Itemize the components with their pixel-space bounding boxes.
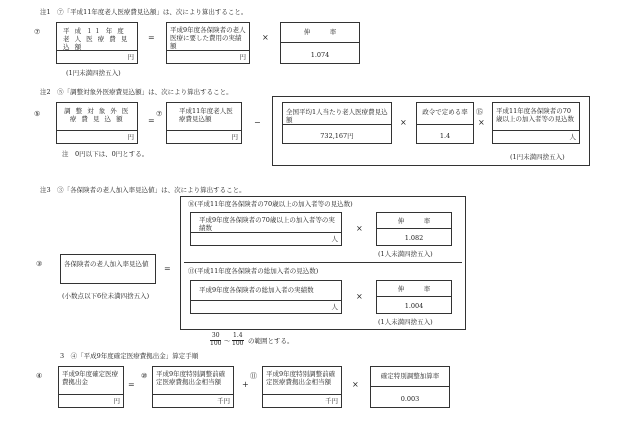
- note1-box-c-label: 伸 率: [303, 28, 337, 36]
- note3-range-den1: 100: [210, 339, 222, 347]
- note3-denominator-title: ⑪(平成11年度各保険者の総加入者の見込数): [188, 267, 319, 275]
- note2-box-statutory-rate: [416, 102, 474, 144]
- note3-range-lower: [210, 333, 221, 347]
- section3-times: ×: [352, 380, 359, 389]
- note3-den-box-label: 平成9年度各保険者の総加入者の実績数: [199, 286, 314, 294]
- section3-box-special-adjust-rate: [370, 366, 450, 408]
- note3-den-box-unit: 人: [331, 302, 338, 311]
- note1-box-a-unit: 円: [127, 52, 134, 61]
- note3-numerator-title: ⑯(平成11年度各保険者の70歳以上の加入者等の見込数): [188, 200, 353, 208]
- note2-box-e-unit: 人: [569, 132, 576, 141]
- note3-box-elderly-enrollment-rate: [60, 254, 156, 284]
- note1-heading: 注1 ⑦「平成11年度老人医療費見込額」は、次により算出すること。: [40, 8, 248, 16]
- section3-symbol3: ⑪: [250, 372, 257, 380]
- section3-heading: 3 ④「平成9年度確定医療費拠出金」算定手順: [60, 352, 199, 360]
- note3-den-rate-value: 1.004: [404, 302, 424, 310]
- section3-box-pre-adjust-amount-2: [262, 366, 342, 408]
- note2-box-d-label: 政令で定める率: [422, 108, 468, 116]
- note2-box-e-label: 平成11年度各保険者の70歳以上の加入者等の見込数: [496, 107, 574, 124]
- note2-box-over70-estimate: [492, 102, 580, 144]
- note1-box-a-label: 平 成 １１ 年 度 老 人 医 療 費 見 込 額: [63, 27, 129, 52]
- section3-box-a-label: 平成9年度確定医療費拠出金: [62, 370, 119, 387]
- note1-box-elderly-cost-estimate: [56, 22, 138, 64]
- note2-symbol2: ⑦: [156, 110, 163, 118]
- note3-den-rate-label: 伸 率: [397, 285, 431, 293]
- note2-box-elderly-cost-estimate: [166, 102, 242, 144]
- note3-equals: =: [164, 264, 171, 273]
- note2-minus: −: [254, 118, 261, 127]
- note3-num-times: ×: [356, 224, 363, 233]
- section3-box-d-label: 確定特別調整加算率: [380, 372, 440, 380]
- note2-box-b-label: 平成11年度老人医療費見込額: [179, 107, 233, 124]
- note3-range-tail: の範囲とする。: [248, 337, 294, 345]
- note3-fraction-bar: [184, 262, 462, 263]
- section3-box-c-label: 平成9年度特別調整前確定医療費拠出金相当額: [266, 370, 336, 387]
- note3-box-a-label: 各保険者の老人加入率見込値: [64, 260, 149, 268]
- section3-box-c-unit: 千円: [325, 396, 338, 405]
- note3-range-sep: ～: [224, 337, 231, 345]
- note3-symbol: ③: [36, 260, 43, 268]
- note3-den-growth-rate: [376, 280, 452, 314]
- note1-box-c-value: 1.074: [310, 51, 330, 59]
- note2-box-a-unit: 円: [127, 132, 134, 141]
- note2-symbol: ⑤: [34, 110, 41, 118]
- note2-box-non-adjusted-cost: [56, 102, 138, 144]
- note2-box-c-value: 732,167円: [320, 132, 354, 140]
- section3-box-confirmed-contribution: [58, 366, 124, 408]
- note2-symbol3: ⑮: [476, 108, 483, 116]
- section3-box-b-unit: 千円: [217, 396, 230, 405]
- note3-num-box-unit: 人: [331, 234, 338, 243]
- note2-footnote-right: (1円未満四捨五入): [510, 153, 565, 161]
- note3-num-rate-value: 1.082: [404, 234, 424, 242]
- note3-den-footnote: (1人未満四捨五入): [378, 318, 433, 326]
- note3-num-box-label: 平成9年度各保険者の70歳以上の加入者等の実績数: [199, 216, 335, 233]
- note3-heading: 注3 ③「各保険者の老人加入率見込値」は、次により算出すること。: [40, 186, 246, 194]
- note2-heading: 注2 ⑤「調整対象外医療費見込額」は、次により算出すること。: [40, 88, 233, 96]
- note2-equals: =: [148, 116, 155, 125]
- section3-plus: +: [242, 380, 249, 389]
- note3-range-num2: 1.4: [233, 332, 243, 339]
- note1-box-growth-rate: [280, 22, 360, 64]
- note3-num-rate-label: 伸 率: [397, 217, 431, 225]
- note1-box-b-label: 平成9年度各保険者の老人医療に要した費用の実績額: [170, 26, 246, 51]
- note1-box-b-unit: 円: [239, 52, 246, 61]
- note3-footnote: (小数点以下6位未満四捨五入): [62, 292, 150, 300]
- note1-equals: =: [148, 33, 155, 42]
- note3-range-den2: 100: [232, 339, 244, 347]
- note3-den-box-total-actual: [190, 280, 342, 314]
- note1-times: ×: [262, 33, 269, 42]
- section3-box-d-value: 0.003: [400, 395, 420, 403]
- note3-num-footnote: (1人未満四捨五入): [378, 250, 433, 258]
- section3-equals: =: [128, 380, 135, 389]
- note2-times2: ×: [478, 118, 485, 127]
- note2-times1: ×: [400, 118, 407, 127]
- note2-footnote-left: 注 0円以下は、0円とする。: [62, 150, 149, 158]
- note2-box-d-value: 1.4: [439, 132, 451, 140]
- note3-range-upper: [232, 333, 244, 347]
- note2-box-c-label: 全国平均1人当たり老人医療費見込額: [286, 108, 388, 125]
- note1-box-actual-cost: [166, 22, 250, 64]
- note3-num-box-over70-actual: [190, 212, 342, 246]
- section3-box-b-label: 平成9年度特別調整前確定医療費拠出金相当額: [156, 370, 226, 387]
- note2-box-b-unit: 円: [231, 132, 238, 141]
- section3-symbol: ④: [36, 372, 43, 380]
- section3-symbol2: ⑩: [141, 372, 148, 380]
- note3-den-times: ×: [356, 292, 363, 301]
- section3-box-pre-adjust-amount-1: [152, 366, 234, 408]
- note1-footnote: (1円未満四捨五入): [66, 69, 121, 77]
- note3-range-num1: 30: [211, 332, 220, 339]
- note2-box-a-label: 調 整 対 象 外 医 療 費 見 込 額: [64, 107, 130, 124]
- note3-num-growth-rate: [376, 212, 452, 246]
- note1-symbol: ⑦: [34, 28, 41, 36]
- section3-box-a-unit: 円: [113, 396, 120, 405]
- note2-box-national-average: [282, 102, 392, 144]
